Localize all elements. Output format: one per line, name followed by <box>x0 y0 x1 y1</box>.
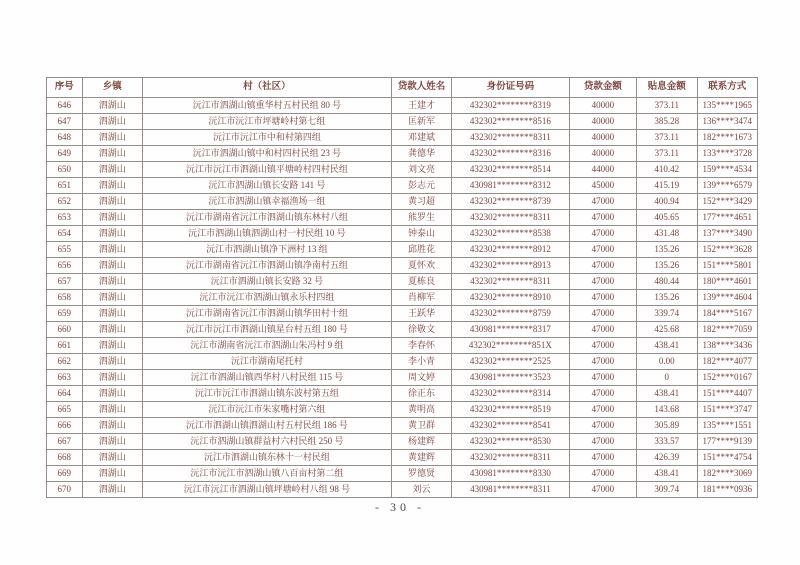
table-row <box>47 210 758 226</box>
table-cell: 432302********8311 <box>452 210 569 226</box>
table-cell: 177****9139 <box>697 434 757 450</box>
table-cell: 659 <box>47 306 83 322</box>
table-cell: 45000 <box>569 178 637 194</box>
table-cell: 385.28 <box>637 114 697 130</box>
table-cell: 47000 <box>569 210 637 226</box>
table-cell: 653 <box>47 210 83 226</box>
table-cell: 662 <box>47 354 83 370</box>
table-cell: 泗湖山 <box>82 258 142 274</box>
table-cell: 430981********8312 <box>452 178 569 194</box>
table-cell: 649 <box>47 146 83 162</box>
table-cell: 480.44 <box>637 274 697 290</box>
table-cell: 660 <box>47 322 83 338</box>
table-cell: 周文婷 <box>391 370 451 386</box>
table-cell: 沅江市泗湖山镇泗湖山村一村民组 10 号 <box>142 226 391 242</box>
table-cell: 135.26 <box>637 290 697 306</box>
table-cell: 泗湖山 <box>82 274 142 290</box>
table-cell: 661 <box>47 338 83 354</box>
table-cell: 47000 <box>569 194 637 210</box>
table-cell: 李春怀 <box>391 338 451 354</box>
table-cell: 667 <box>47 434 83 450</box>
table-cell: 47000 <box>569 450 637 466</box>
table-row <box>47 402 758 418</box>
table-cell: 181****0936 <box>697 482 757 498</box>
table-cell: 沅江市泗湖山镇泗湖山村五村民组 186 号 <box>142 418 391 434</box>
table-cell: 432302********8316 <box>452 146 569 162</box>
table-cell: 430981********3523 <box>452 370 569 386</box>
table-cell: 177****4651 <box>697 210 757 226</box>
table-cell: 432302********8311 <box>452 450 569 466</box>
table-cell: 669 <box>47 466 83 482</box>
table-cell: 305.89 <box>637 418 697 434</box>
table-cell: 泗湖山 <box>82 306 142 322</box>
table-cell: 432302********8514 <box>452 162 569 178</box>
table-row <box>47 386 758 402</box>
header-loan-amount: 贷款金额 <box>569 78 637 98</box>
table-row <box>47 274 758 290</box>
table-cell: 泗湖山 <box>82 130 142 146</box>
table-cell: 匡新军 <box>391 114 451 130</box>
table-cell: 133****3728 <box>697 146 757 162</box>
table-cell: 泗湖山 <box>82 450 142 466</box>
table-cell: 670 <box>47 482 83 498</box>
table-cell: 373.11 <box>637 146 697 162</box>
table-cell: 沅江市泗湖山镇幸福渔场一组 <box>142 194 391 210</box>
table-row <box>47 290 758 306</box>
table-cell: 665 <box>47 402 83 418</box>
table-cell: 沅江市泗湖山镇长安路 32 号 <box>142 274 391 290</box>
table-cell: 泗湖山 <box>82 338 142 354</box>
header-borrower-name: 贷款人姓名 <box>391 78 451 98</box>
table-cell: 泗湖山 <box>82 482 142 498</box>
table-cell: 泗湖山 <box>82 242 142 258</box>
table-cell: 143.68 <box>637 402 697 418</box>
table-cell: 沅江市沅江市朱家嘴村第六组 <box>142 402 391 418</box>
table-cell: 432302********8759 <box>452 306 569 322</box>
table-cell: 李小青 <box>391 354 451 370</box>
table-row <box>47 450 758 466</box>
table-cell: 432302********2525 <box>452 354 569 370</box>
table-row <box>47 434 758 450</box>
table-cell: 333.57 <box>637 434 697 450</box>
table-cell: 432302********8530 <box>452 434 569 450</box>
table-cell: 182****4077 <box>697 354 757 370</box>
table-cell: 432302********8311 <box>452 274 569 290</box>
table-cell: 151****4407 <box>697 386 757 402</box>
table-row <box>47 242 758 258</box>
table-cell: 664 <box>47 386 83 402</box>
loan-subsidy-table <box>46 77 758 498</box>
table-cell: 泗湖山 <box>82 434 142 450</box>
table-cell: 432302********8912 <box>452 242 569 258</box>
table-row <box>47 322 758 338</box>
table-cell: 王建才 <box>391 98 451 114</box>
table-row <box>47 130 758 146</box>
table-cell: 沅江市湖南省沅江市泗湖山镇华田村十组 <box>142 306 391 322</box>
table-row <box>47 162 758 178</box>
table-cell: 47000 <box>569 354 637 370</box>
table-cell: 沅江市泗湖山镇群益村六村民组 250 号 <box>142 434 391 450</box>
table-cell: 夏怀欢 <box>391 258 451 274</box>
table-row <box>47 466 758 482</box>
table-cell: 432302********8541 <box>452 418 569 434</box>
table-cell: 666 <box>47 418 83 434</box>
table-cell: 47000 <box>569 386 637 402</box>
table-cell: 沅江市泗湖山镇净下洲村 13 组 <box>142 242 391 258</box>
table-cell: 44000 <box>569 162 637 178</box>
table-cell: 47000 <box>569 258 637 274</box>
table-row <box>47 370 758 386</box>
table-cell: 135.26 <box>637 258 697 274</box>
table-cell: 432302********8516 <box>452 114 569 130</box>
table-cell: 431.48 <box>637 226 697 242</box>
table-cell: 沅江市湖南省沅江市泗湖山镇净南村五组 <box>142 258 391 274</box>
table-cell: 沅江市沅江市坪塘岭村第七组 <box>142 114 391 130</box>
table-cell: 657 <box>47 274 83 290</box>
table-cell: 沅江市沅江市泗湖山镇平塘岭村四村民组 <box>142 162 391 178</box>
table-row <box>47 146 758 162</box>
table-cell: 杨建辉 <box>391 434 451 450</box>
table-cell: 646 <box>47 98 83 114</box>
table-cell: 沅江市泗湖山镇东林十一村民组 <box>142 450 391 466</box>
table-cell: 彭志元 <box>391 178 451 194</box>
table-header-row <box>47 78 758 98</box>
header-subsidy-amount: 贴息金额 <box>637 78 697 98</box>
table-row <box>47 258 758 274</box>
table-cell: 40000 <box>569 114 637 130</box>
table-cell: 泗湖山 <box>82 322 142 338</box>
table-cell: 373.11 <box>637 130 697 146</box>
table-cell: 47000 <box>569 306 637 322</box>
table-cell: 138****3436 <box>697 338 757 354</box>
header-village: 村（社区） <box>142 78 391 98</box>
table-cell: 432302********8739 <box>452 194 569 210</box>
table-cell: 泗湖山 <box>82 98 142 114</box>
table-cell: 432302********8910 <box>452 290 569 306</box>
table-cell: 432302********851X <box>452 338 569 354</box>
table-cell: 黄卫群 <box>391 418 451 434</box>
table-cell: 159****4534 <box>697 162 757 178</box>
table-cell: 邱胜花 <box>391 242 451 258</box>
table-cell: 47000 <box>569 402 637 418</box>
header-id-number: 身份证号码 <box>452 78 569 98</box>
table-cell: 650 <box>47 162 83 178</box>
table-cell: 沅江市沅江市中和村第四组 <box>142 130 391 146</box>
table-cell: 151****4754 <box>697 450 757 466</box>
table-cell: 肖柳军 <box>391 290 451 306</box>
table-cell: 0 <box>637 370 697 386</box>
table-cell: 438.41 <box>637 338 697 354</box>
table-cell: 熊罗生 <box>391 210 451 226</box>
table-cell: 徐敬文 <box>391 322 451 338</box>
table-cell: 139****4604 <box>697 290 757 306</box>
table-cell: 182****3069 <box>697 466 757 482</box>
table-cell: 432302********8538 <box>452 226 569 242</box>
table-cell: 47000 <box>569 290 637 306</box>
table-cell: 刘文亮 <box>391 162 451 178</box>
table-cell: 410.42 <box>637 162 697 178</box>
table-cell: 泗湖山 <box>82 370 142 386</box>
table-cell: 339.74 <box>637 306 697 322</box>
table-cell: 430981********8330 <box>452 466 569 482</box>
table-cell: 309.74 <box>637 482 697 498</box>
table-cell: 泗湖山 <box>82 290 142 306</box>
table-cell: 655 <box>47 242 83 258</box>
table-cell: 泗湖山 <box>82 162 142 178</box>
table-cell: 432302********8319 <box>452 98 569 114</box>
table-cell: 438.41 <box>637 386 697 402</box>
table-cell: 沅江市沅江市泗湖山镇东波村第五组 <box>142 386 391 402</box>
table-row <box>47 194 758 210</box>
table-row <box>47 338 758 354</box>
table-cell: 泗湖山 <box>82 146 142 162</box>
table-cell: 432302********8314 <box>452 386 569 402</box>
table-cell: 182****1673 <box>697 130 757 146</box>
table-cell: 658 <box>47 290 83 306</box>
table-cell: 泗湖山 <box>82 402 142 418</box>
header-township: 乡镇 <box>82 78 142 98</box>
table-cell: 430981********8317 <box>452 322 569 338</box>
table-row <box>47 114 758 130</box>
table-cell: 654 <box>47 226 83 242</box>
table-cell: 40000 <box>569 130 637 146</box>
table-cell: 47000 <box>569 226 637 242</box>
table-cell: 泗湖山 <box>82 226 142 242</box>
table-cell: 泗湖山 <box>82 178 142 194</box>
table-cell: 40000 <box>569 98 637 114</box>
table-cell: 沅江市沅江市泗湖山镇永乐村四组 <box>142 290 391 306</box>
table-cell: 泗湖山 <box>82 114 142 130</box>
table-cell: 425.68 <box>637 322 697 338</box>
table-cell: 663 <box>47 370 83 386</box>
table-row <box>47 226 758 242</box>
table-cell: 151****3747 <box>697 402 757 418</box>
table-cell: 沅江市湖南省沅江市泗湖山朱冯村 9 组 <box>142 338 391 354</box>
table-cell: 415.19 <box>637 178 697 194</box>
table-row <box>47 482 758 498</box>
table-cell: 652 <box>47 194 83 210</box>
table-cell: 泗湖山 <box>82 386 142 402</box>
table-cell: 王跃华 <box>391 306 451 322</box>
table-cell: 沅江市泗湖山镇长安路 141 号 <box>142 178 391 194</box>
table-row <box>47 418 758 434</box>
table-cell: 47000 <box>569 482 637 498</box>
table-cell: 135****1965 <box>697 98 757 114</box>
header-contact: 联系方式 <box>697 78 757 98</box>
table-cell: 432302********8519 <box>452 402 569 418</box>
table-row <box>47 354 758 370</box>
table-cell: 刘云 <box>391 482 451 498</box>
table-cell: 泗湖山 <box>82 466 142 482</box>
table-cell: 373.11 <box>637 98 697 114</box>
table-cell: 432302********8913 <box>452 258 569 274</box>
table-row <box>47 98 758 114</box>
table-cell: 徐正东 <box>391 386 451 402</box>
table-cell: 137****3490 <box>697 226 757 242</box>
table-cell: 泗湖山 <box>82 210 142 226</box>
table-cell: 152****3429 <box>697 194 757 210</box>
table-cell: 47000 <box>569 242 637 258</box>
table-cell: 沅江市泗湖山镇重华村五村民组 80 号 <box>142 98 391 114</box>
table-cell: 438.41 <box>637 466 697 482</box>
table-cell: 135.26 <box>637 242 697 258</box>
table-cell: 0.00 <box>637 354 697 370</box>
table-cell: 648 <box>47 130 83 146</box>
table-cell: 180****4601 <box>697 274 757 290</box>
table-cell: 黄习超 <box>391 194 451 210</box>
table-cell: 47000 <box>569 274 637 290</box>
table-body <box>47 98 758 498</box>
table-row <box>47 306 758 322</box>
page-number: - 30 - <box>375 500 425 514</box>
table-cell: 139****6579 <box>697 178 757 194</box>
table-cell: 47000 <box>569 466 637 482</box>
header-serial-number: 序号 <box>47 78 83 98</box>
table-cell: 40000 <box>569 146 637 162</box>
table-cell: 沅江市沅江市泗湖山镇坪塘岭村八组 98 号 <box>142 482 391 498</box>
table-cell: 405.65 <box>637 210 697 226</box>
table-cell: 沅江市沅江市泗湖山镇八百亩村第二组 <box>142 466 391 482</box>
table-cell: 656 <box>47 258 83 274</box>
table-cell: 152****0167 <box>697 370 757 386</box>
table-cell: 黄明高 <box>391 402 451 418</box>
table-cell: 夏栋良 <box>391 274 451 290</box>
table-cell: 647 <box>47 114 83 130</box>
table-cell: 47000 <box>569 418 637 434</box>
table-cell: 151****5801 <box>697 258 757 274</box>
table-cell: 47000 <box>569 434 637 450</box>
table-cell: 47000 <box>569 338 637 354</box>
table-cell: 沅江市湖南尾托村 <box>142 354 391 370</box>
table-cell: 邓建斌 <box>391 130 451 146</box>
table-cell: 426.39 <box>637 450 697 466</box>
table-cell: 沅江市泗湖山镇西华村八村民组 115 号 <box>142 370 391 386</box>
table-cell: 400.94 <box>637 194 697 210</box>
table-cell: 龚德华 <box>391 146 451 162</box>
table-cell: 152****3628 <box>697 242 757 258</box>
table-cell: 47000 <box>569 322 637 338</box>
table-cell: 沅江市沅江市泗湖山镇星台村五组 180 号 <box>142 322 391 338</box>
table-cell: 钟泰山 <box>391 226 451 242</box>
table-cell: 432302********8311 <box>452 130 569 146</box>
table-cell: 651 <box>47 178 83 194</box>
table-row <box>47 178 758 194</box>
table-cell: 泗湖山 <box>82 194 142 210</box>
table-cell: 47000 <box>569 370 637 386</box>
table-cell: 668 <box>47 450 83 466</box>
table-cell: 182****7059 <box>697 322 757 338</box>
table-cell: 430981********8311 <box>452 482 569 498</box>
table-cell: 罗德贤 <box>391 466 451 482</box>
table-cell: 泗湖山 <box>82 418 142 434</box>
table-cell: 沅江市泗湖山镇中和村四村民组 23 号 <box>142 146 391 162</box>
table-cell: 沅江市湖南省沅江市泗湖山镇东林村八组 <box>142 210 391 226</box>
table-cell: 184****5167 <box>697 306 757 322</box>
table-cell: 135****1551 <box>697 418 757 434</box>
table-cell: 136****3474 <box>697 114 757 130</box>
table-cell: 黄建辉 <box>391 450 451 466</box>
table-cell: 泗湖山 <box>82 354 142 370</box>
